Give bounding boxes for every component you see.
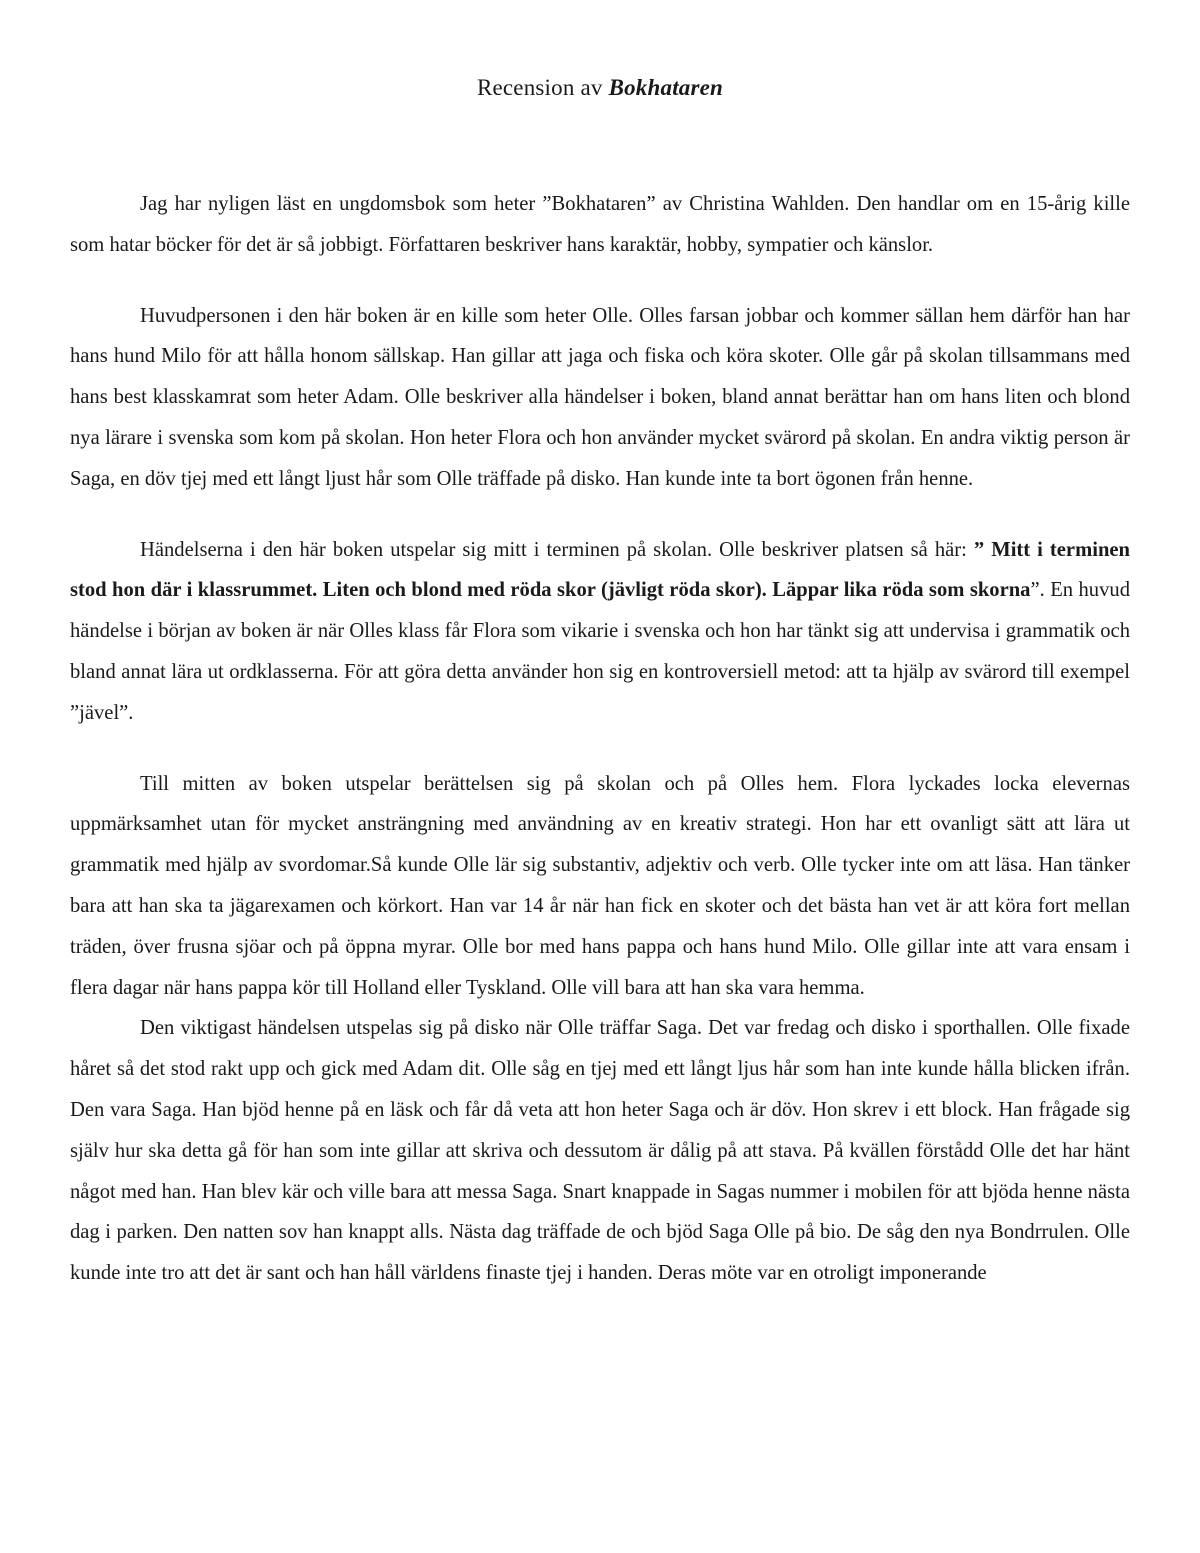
setting-quote: ” Mitt i terminen stod hon där i klassrummet. Liten och blond med röda skor (jävligt röda skor). Läppar lika röda som skorna: [70, 538, 1130, 602]
paragraph-setting: [70, 530, 1130, 734]
title-book-name: Bokhataren: [608, 75, 724, 100]
setting-text-before: Händelserna i den här boken utspelar sig mitt i terminen på skolan. Olle beskriver platsen så här:: [140, 538, 974, 561]
paragraph-characters: Huvudpersonen i den här boken är en kille som heter Olle. Olles farsan jobbar och kommer sällan hem därför han har hans hund Milo för att hålla honom sällskap. Han gillar att jaga och fiska och köra skoter. Olle går på skolan tillsammans med hans best klasskamrat som heter Adam. Olle beskriver alla händelser i boken, bland annat berättar han om hans liten och blond nya lärare i svenska som kom på skolan. Hon heter Flora och hon använder mycket svärord på skolan. En andra viktig person är Saga, en döv tjej med ett långt ljust hår som Olle träffade på disko. Han kunde inte ta bort ögonen från henne.: [70, 304, 1130, 490]
paragraph-middle: Till mitten av boken utspelar berättelsen sig på skolan och på Olles hem. Flora lyckades locka elevernas uppmärksamhet utan för mycket ansträngning med användning av en kreativ strategi. Hon har ett ovanligt sätt att lära ut grammatik med hjälp av svordomar.Så kunde Olle lär sig substantiv, adjektiv och verb. Olle tycker inte om att läsa. Han tänker bara att han ska ta jägarexamen och körkort. Han var 14 år när han fick en skoter och det bästa han vet är att köra fort mellan träden, över frusna sjöar och på öppna myrar. Olle bor med hans pappa och hans hund Milo. Olle gillar inte att vara ensam i flera dagar när hans pappa kör till Holland eller Tyskland. Olle vill bara att han ska vara hemma.: [70, 772, 1130, 999]
title-prefix: Recension av: [476, 75, 603, 100]
setting-text-after: ”. En huvud händelse i början av boken är när Olles klass får Flora som vikarie i svenska och hon har tänkt sig att undervisa i grammatik och bland annat lära ut ordklasserna. För att göra detta använder hon sig en kontroversiell metod: att ta hjälp av svärord till exempel ”jävel”.: [70, 579, 1130, 724]
review-body: [70, 184, 1130, 1294]
paragraph-main-event: Den viktigast händelsen utspelas sig på disko när Olle träffar Saga. Det var fredag och disko i sporthallen. Olle fixade håret så det stod rakt upp och gick med Adam dit. Olle såg en tjej med ett långt ljus hår som han inte kunde hålla blicken ifrån. Den vara Saga. Han bjöd henne på en läsk och får då veta att hon heter Saga och är döv. Hon skrev i ett block. Han frågade sig själv hur ska detta gå för han som inte gillar att skriva och dessutom är dålig på att stava. På kvällen förstådd Olle det har hänt något med han. Han blev kär och ville bara att messa Saga. Snart knappade in Sagas nummer i mobilen för att bjöda henne nästa dag i parken. Den natten sov han knappt alls. Nästa dag träffade de och bjöd Saga Olle på bio. De såg den nya Bondrrulen. Olle kunde inte tro att det är sant och han håll världens finaste tjej i handen. Deras möte var en otroligt imponerande: [70, 1017, 1130, 1285]
paragraph-intro: Jag har nyligen läst en ungdomsbok som heter ”Bokhataren” av Christina Wahlden. Den handlar om en 15-årig kille som hatar böcker för det är så jobbigt. Författaren beskriver hans karaktär, hobby, sympatier och känslor.: [70, 193, 1130, 256]
document-title: [0, 72, 1200, 104]
